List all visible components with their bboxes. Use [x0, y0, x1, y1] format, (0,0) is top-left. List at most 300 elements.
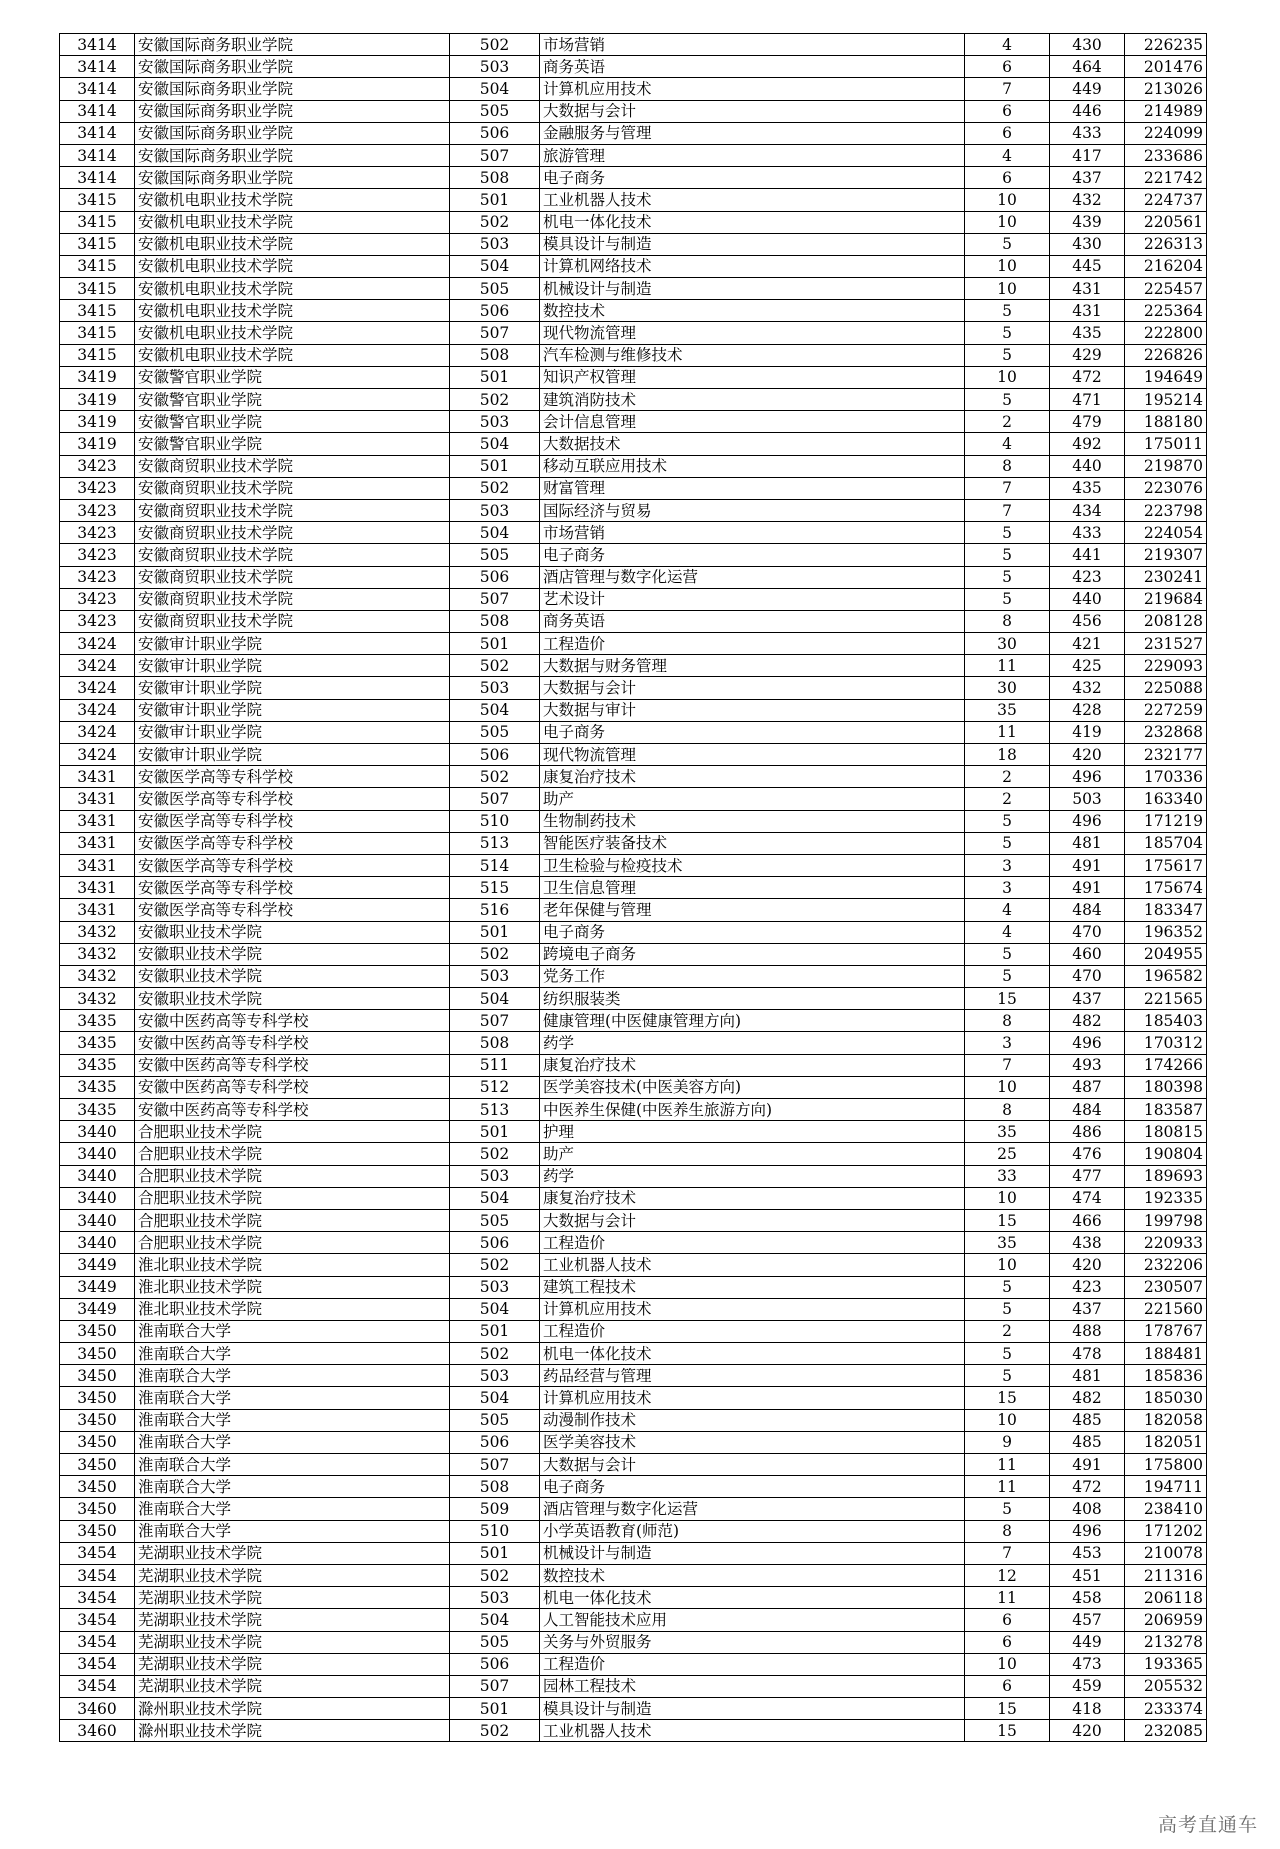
- cell-plan: 5: [965, 943, 1050, 965]
- cell-plan: 35: [965, 699, 1050, 721]
- cell-score: 485: [1050, 1409, 1125, 1431]
- table-row: [60, 1454, 1207, 1476]
- cell-major-code: 505: [450, 544, 540, 566]
- cell-code: 3454: [60, 1564, 135, 1586]
- cell-name: 芜湖职业技术学院: [135, 1542, 450, 1564]
- cell-code: 3449: [60, 1276, 135, 1298]
- cell-major-code: 504: [450, 1298, 540, 1320]
- cell-major: 人工智能技术应用: [540, 1609, 965, 1631]
- cell-rank: 182051: [1125, 1431, 1207, 1453]
- cell-code: 3454: [60, 1675, 135, 1697]
- cell-code: 3431: [60, 788, 135, 810]
- table-row: [60, 1720, 1207, 1742]
- cell-code: 3414: [60, 100, 135, 122]
- cell-major: 工程造价: [540, 633, 965, 655]
- cell-name: 安徽职业技术学院: [135, 988, 450, 1010]
- cell-rank: 222800: [1125, 322, 1207, 344]
- table-row: [60, 100, 1207, 122]
- cell-rank: 230241: [1125, 566, 1207, 588]
- cell-score: 437: [1050, 167, 1125, 189]
- cell-score: 441: [1050, 544, 1125, 566]
- cell-score: 466: [1050, 1209, 1125, 1231]
- cell-name: 安徽职业技术学院: [135, 921, 450, 943]
- cell-major-code: 508: [450, 344, 540, 366]
- table-row: [60, 1010, 1207, 1032]
- cell-major: 模具设计与制造: [540, 233, 965, 255]
- table-row: [60, 255, 1207, 277]
- cell-name: 安徽机电职业技术学院: [135, 233, 450, 255]
- cell-code: 3450: [60, 1387, 135, 1409]
- table-row: [60, 721, 1207, 743]
- cell-name: 淮南联合大学: [135, 1498, 450, 1520]
- cell-major: 小学英语教育(师范): [540, 1520, 965, 1542]
- cell-major: 计算机应用技术: [540, 1298, 965, 1320]
- cell-major-code: 506: [450, 300, 540, 322]
- cell-major-code: 506: [450, 566, 540, 588]
- cell-name: 淮南联合大学: [135, 1454, 450, 1476]
- cell-name: 安徽机电职业技术学院: [135, 300, 450, 322]
- cell-code: 3415: [60, 233, 135, 255]
- cell-score: 457: [1050, 1609, 1125, 1631]
- cell-rank: 213278: [1125, 1631, 1207, 1653]
- cell-plan: 5: [965, 965, 1050, 987]
- cell-rank: 175617: [1125, 854, 1207, 876]
- cell-plan: 6: [965, 1609, 1050, 1631]
- cell-score: 420: [1050, 1254, 1125, 1276]
- cell-rank: 227259: [1125, 699, 1207, 721]
- cell-major-code: 502: [450, 477, 540, 499]
- cell-rank: 170336: [1125, 766, 1207, 788]
- cell-plan: 10: [965, 366, 1050, 388]
- cell-major: 医学美容技术(中医美容方向): [540, 1076, 965, 1098]
- table-row: [60, 278, 1207, 300]
- cell-code: 3414: [60, 56, 135, 78]
- cell-major-code: 501: [450, 1320, 540, 1342]
- cell-score: 449: [1050, 1631, 1125, 1653]
- cell-major: 工程造价: [540, 1653, 965, 1675]
- cell-score: 440: [1050, 455, 1125, 477]
- cell-rank: 224099: [1125, 122, 1207, 144]
- cell-code: 3424: [60, 677, 135, 699]
- table-row: [60, 322, 1207, 344]
- cell-code: 3424: [60, 721, 135, 743]
- cell-name: 安徽中医药高等专科学校: [135, 1054, 450, 1076]
- cell-plan: 5: [965, 810, 1050, 832]
- cell-plan: 15: [965, 1209, 1050, 1231]
- cell-rank: 192335: [1125, 1187, 1207, 1209]
- cell-name: 安徽国际商务职业学院: [135, 78, 450, 100]
- cell-major-code: 508: [450, 1032, 540, 1054]
- cell-major-code: 510: [450, 1520, 540, 1542]
- cell-plan: 25: [965, 1143, 1050, 1165]
- cell-plan: 8: [965, 1099, 1050, 1121]
- cell-name: 安徽商贸职业技术学院: [135, 455, 450, 477]
- cell-code: 3423: [60, 455, 135, 477]
- cell-major: 大数据与会计: [540, 1454, 965, 1476]
- cell-score: 433: [1050, 522, 1125, 544]
- table-row: [60, 899, 1207, 921]
- cell-major-code: 504: [450, 255, 540, 277]
- cell-rank: 225457: [1125, 278, 1207, 300]
- cell-name: 安徽机电职业技术学院: [135, 211, 450, 233]
- table-row: [60, 633, 1207, 655]
- cell-major: 康复治疗技术: [540, 766, 965, 788]
- cell-plan: 30: [965, 677, 1050, 699]
- cell-plan: 5: [965, 832, 1050, 854]
- cell-major: 电子商务: [540, 721, 965, 743]
- cell-major: 纺织服装类: [540, 988, 965, 1010]
- cell-name: 安徽商贸职业技术学院: [135, 544, 450, 566]
- table-row: [60, 1365, 1207, 1387]
- cell-name: 安徽机电职业技术学院: [135, 255, 450, 277]
- cell-major-code: 504: [450, 699, 540, 721]
- cell-major-code: 502: [450, 943, 540, 965]
- cell-score: 433: [1050, 122, 1125, 144]
- cell-major-code: 507: [450, 1675, 540, 1697]
- cell-rank: 225364: [1125, 300, 1207, 322]
- cell-rank: 223076: [1125, 477, 1207, 499]
- cell-plan: 5: [965, 1498, 1050, 1520]
- cell-name: 淮南联合大学: [135, 1343, 450, 1365]
- cell-plan: 5: [965, 1365, 1050, 1387]
- table-row: [60, 1320, 1207, 1342]
- table-row: [60, 677, 1207, 699]
- cell-major-code: 506: [450, 122, 540, 144]
- cell-plan: 5: [965, 300, 1050, 322]
- cell-major: 园林工程技术: [540, 1675, 965, 1697]
- cell-plan: 4: [965, 921, 1050, 943]
- cell-rank: 182058: [1125, 1409, 1207, 1431]
- cell-score: 486: [1050, 1121, 1125, 1143]
- cell-score: 472: [1050, 1476, 1125, 1498]
- cell-code: 3423: [60, 610, 135, 632]
- cell-rank: 225088: [1125, 677, 1207, 699]
- cell-code: 3454: [60, 1653, 135, 1675]
- cell-code: 3450: [60, 1454, 135, 1476]
- table-row: [60, 1121, 1207, 1143]
- cell-plan: 10: [965, 1254, 1050, 1276]
- cell-name: 淮北职业技术学院: [135, 1298, 450, 1320]
- table-row: [60, 1609, 1207, 1631]
- cell-score: 485: [1050, 1431, 1125, 1453]
- cell-plan: 6: [965, 122, 1050, 144]
- cell-score: 482: [1050, 1387, 1125, 1409]
- cell-plan: 15: [965, 1387, 1050, 1409]
- cell-score: 459: [1050, 1675, 1125, 1697]
- cell-rank: 185030: [1125, 1387, 1207, 1409]
- cell-name: 合肥职业技术学院: [135, 1143, 450, 1165]
- cell-code: 3423: [60, 588, 135, 610]
- cell-score: 425: [1050, 655, 1125, 677]
- cell-major-code: 511: [450, 1054, 540, 1076]
- cell-plan: 10: [965, 211, 1050, 233]
- cell-score: 474: [1050, 1187, 1125, 1209]
- cell-major-code: 503: [450, 499, 540, 521]
- cell-score: 445: [1050, 255, 1125, 277]
- cell-rank: 233686: [1125, 144, 1207, 166]
- cell-major-code: 515: [450, 877, 540, 899]
- cell-plan: 6: [965, 100, 1050, 122]
- cell-score: 482: [1050, 1010, 1125, 1032]
- cell-score: 491: [1050, 877, 1125, 899]
- cell-rank: 232206: [1125, 1254, 1207, 1276]
- cell-major-code: 507: [450, 1010, 540, 1032]
- cell-code: 3414: [60, 144, 135, 166]
- cell-major-code: 509: [450, 1498, 540, 1520]
- cell-score: 449: [1050, 78, 1125, 100]
- cell-score: 451: [1050, 1564, 1125, 1586]
- cell-score: 476: [1050, 1143, 1125, 1165]
- cell-score: 456: [1050, 610, 1125, 632]
- cell-plan: 6: [965, 1631, 1050, 1653]
- cell-major-code: 501: [450, 633, 540, 655]
- cell-score: 487: [1050, 1076, 1125, 1098]
- cell-plan: 7: [965, 499, 1050, 521]
- cell-name: 安徽医学高等专科学校: [135, 832, 450, 854]
- cell-plan: 11: [965, 1454, 1050, 1476]
- cell-name: 安徽医学高等专科学校: [135, 854, 450, 876]
- table-row: [60, 167, 1207, 189]
- cell-rank: 199798: [1125, 1209, 1207, 1231]
- cell-plan: 2: [965, 766, 1050, 788]
- cell-rank: 183587: [1125, 1099, 1207, 1121]
- table-row: [60, 56, 1207, 78]
- cell-major-code: 503: [450, 233, 540, 255]
- cell-major-code: 503: [450, 965, 540, 987]
- cell-plan: 7: [965, 78, 1050, 100]
- cell-name: 淮南联合大学: [135, 1409, 450, 1431]
- cell-major-code: 505: [450, 100, 540, 122]
- cell-name: 安徽中医药高等专科学校: [135, 1099, 450, 1121]
- cell-code: 3440: [60, 1187, 135, 1209]
- cell-rank: 221565: [1125, 988, 1207, 1010]
- cell-rank: 175800: [1125, 1454, 1207, 1476]
- cell-rank: 206959: [1125, 1609, 1207, 1631]
- cell-code: 3450: [60, 1476, 135, 1498]
- cell-plan: 4: [965, 144, 1050, 166]
- cell-rank: 196352: [1125, 921, 1207, 943]
- cell-major: 工业机器人技术: [540, 1254, 965, 1276]
- cell-plan: 10: [965, 255, 1050, 277]
- table-row: [60, 1431, 1207, 1453]
- cell-major: 工业机器人技术: [540, 1720, 965, 1742]
- cell-name: 淮南联合大学: [135, 1387, 450, 1409]
- cell-rank: 238410: [1125, 1498, 1207, 1520]
- cell-major-code: 504: [450, 988, 540, 1010]
- cell-major-code: 504: [450, 522, 540, 544]
- table-row: [60, 566, 1207, 588]
- cell-name: 安徽中医药高等专科学校: [135, 1010, 450, 1032]
- cell-rank: 163340: [1125, 788, 1207, 810]
- cell-plan: 30: [965, 633, 1050, 655]
- cell-major: 电子商务: [540, 167, 965, 189]
- cell-name: 安徽机电职业技术学院: [135, 322, 450, 344]
- cell-plan: 8: [965, 610, 1050, 632]
- cell-rank: 221742: [1125, 167, 1207, 189]
- table-row: [60, 965, 1207, 987]
- cell-major-code: 504: [450, 1609, 540, 1631]
- cell-code: 3450: [60, 1365, 135, 1387]
- cell-major: 生物制药技术: [540, 810, 965, 832]
- cell-score: 431: [1050, 278, 1125, 300]
- cell-code: 3431: [60, 832, 135, 854]
- cell-name: 芜湖职业技术学院: [135, 1564, 450, 1586]
- cell-code: 3415: [60, 255, 135, 277]
- cell-major: 大数据与财务管理: [540, 655, 965, 677]
- cell-name: 安徽商贸职业技术学院: [135, 588, 450, 610]
- cell-major-code: 503: [450, 56, 540, 78]
- cell-major-code: 502: [450, 1564, 540, 1586]
- cell-name: 安徽中医药高等专科学校: [135, 1076, 450, 1098]
- table-row: [60, 744, 1207, 766]
- cell-major-code: 505: [450, 1409, 540, 1431]
- table-row: [60, 1276, 1207, 1298]
- cell-major-code: 505: [450, 278, 540, 300]
- cell-major: 现代物流管理: [540, 322, 965, 344]
- cell-rank: 230507: [1125, 1276, 1207, 1298]
- table-row: [60, 1564, 1207, 1586]
- cell-major: 国际经济与贸易: [540, 499, 965, 521]
- cell-major-code: 502: [450, 1343, 540, 1365]
- cell-code: 3454: [60, 1587, 135, 1609]
- cell-name: 安徽审计职业学院: [135, 699, 450, 721]
- cell-major: 党务工作: [540, 965, 965, 987]
- cell-plan: 7: [965, 477, 1050, 499]
- cell-plan: 12: [965, 1564, 1050, 1586]
- table-row: [60, 1254, 1207, 1276]
- cell-name: 安徽商贸职业技术学院: [135, 522, 450, 544]
- cell-name: 安徽审计职业学院: [135, 721, 450, 743]
- cell-code: 3419: [60, 411, 135, 433]
- cell-score: 478: [1050, 1343, 1125, 1365]
- cell-name: 安徽中医药高等专科学校: [135, 1032, 450, 1054]
- cell-code: 3431: [60, 810, 135, 832]
- table-row: [60, 455, 1207, 477]
- cell-major: 工程造价: [540, 1320, 965, 1342]
- table-row: [60, 1387, 1207, 1409]
- cell-major-code: 505: [450, 721, 540, 743]
- table-row: [60, 1054, 1207, 1076]
- cell-code: 3415: [60, 211, 135, 233]
- cell-plan: 4: [965, 899, 1050, 921]
- table-row: [60, 411, 1207, 433]
- cell-major-code: 514: [450, 854, 540, 876]
- cell-rank: 171219: [1125, 810, 1207, 832]
- cell-major-code: 502: [450, 389, 540, 411]
- cell-rank: 174266: [1125, 1054, 1207, 1076]
- cell-score: 431: [1050, 300, 1125, 322]
- cell-name: 安徽警官职业学院: [135, 433, 450, 455]
- cell-major-code: 504: [450, 1187, 540, 1209]
- cell-major: 机械设计与制造: [540, 1542, 965, 1564]
- cell-code: 3432: [60, 988, 135, 1010]
- cell-plan: 5: [965, 1343, 1050, 1365]
- cell-name: 安徽医学高等专科学校: [135, 899, 450, 921]
- cell-major: 跨境电子商务: [540, 943, 965, 965]
- cell-major: 商务英语: [540, 56, 965, 78]
- table-row: [60, 854, 1207, 876]
- cell-score: 408: [1050, 1498, 1125, 1520]
- cell-major-code: 508: [450, 167, 540, 189]
- cell-plan: 9: [965, 1431, 1050, 1453]
- table-row: [60, 1675, 1207, 1697]
- table-row: [60, 477, 1207, 499]
- cell-plan: 7: [965, 1542, 1050, 1564]
- cell-name: 安徽机电职业技术学院: [135, 189, 450, 211]
- cell-major: 健康管理(中医健康管理方向): [540, 1010, 965, 1032]
- cell-rank: 194711: [1125, 1476, 1207, 1498]
- cell-score: 420: [1050, 1720, 1125, 1742]
- cell-code: 3419: [60, 366, 135, 388]
- cell-code: 3415: [60, 344, 135, 366]
- table-body: [60, 34, 1207, 1742]
- cell-code: 3423: [60, 544, 135, 566]
- cell-score: 435: [1050, 322, 1125, 344]
- cell-plan: 10: [965, 1653, 1050, 1675]
- cell-plan: 35: [965, 1232, 1050, 1254]
- cell-major: 药品经营与管理: [540, 1365, 965, 1387]
- cell-code: 3423: [60, 499, 135, 521]
- cell-major-code: 506: [450, 1431, 540, 1453]
- cell-code: 3440: [60, 1209, 135, 1231]
- cell-code: 3440: [60, 1232, 135, 1254]
- cell-score: 481: [1050, 832, 1125, 854]
- cell-major-code: 506: [450, 744, 540, 766]
- table-row: [60, 988, 1207, 1010]
- cell-major: 现代物流管理: [540, 744, 965, 766]
- table-row: [60, 366, 1207, 388]
- cell-name: 合肥职业技术学院: [135, 1165, 450, 1187]
- cell-code: 3440: [60, 1121, 135, 1143]
- cell-plan: 5: [965, 1298, 1050, 1320]
- cell-plan: 3: [965, 1032, 1050, 1054]
- cell-code: 3431: [60, 877, 135, 899]
- table-row: [60, 1232, 1207, 1254]
- cell-name: 安徽职业技术学院: [135, 943, 450, 965]
- cell-plan: 8: [965, 1520, 1050, 1542]
- cell-code: 3450: [60, 1320, 135, 1342]
- cell-code: 3419: [60, 389, 135, 411]
- cell-major: 市场营销: [540, 34, 965, 56]
- cell-major-code: 502: [450, 766, 540, 788]
- cell-rank: 213026: [1125, 78, 1207, 100]
- cell-rank: 232085: [1125, 1720, 1207, 1742]
- cell-major-code: 507: [450, 144, 540, 166]
- cell-code: 3432: [60, 921, 135, 943]
- cell-rank: 190804: [1125, 1143, 1207, 1165]
- cell-rank: 233374: [1125, 1698, 1207, 1720]
- cell-name: 芜湖职业技术学院: [135, 1653, 450, 1675]
- cell-score: 429: [1050, 344, 1125, 366]
- table-row: [60, 766, 1207, 788]
- cell-score: 435: [1050, 477, 1125, 499]
- cell-major: 康复治疗技术: [540, 1054, 965, 1076]
- cell-name: 安徽机电职业技术学院: [135, 278, 450, 300]
- cell-major-code: 501: [450, 366, 540, 388]
- cell-code: 3435: [60, 1054, 135, 1076]
- table-row: [60, 1653, 1207, 1675]
- cell-code: 3449: [60, 1298, 135, 1320]
- cell-plan: 5: [965, 544, 1050, 566]
- table-row: [60, 300, 1207, 322]
- cell-name: 安徽审计职业学院: [135, 744, 450, 766]
- cell-major-code: 501: [450, 455, 540, 477]
- cell-score: 432: [1050, 677, 1125, 699]
- table-row: [60, 610, 1207, 632]
- cell-name: 安徽警官职业学院: [135, 366, 450, 388]
- cell-plan: 11: [965, 721, 1050, 743]
- cell-code: 3431: [60, 899, 135, 921]
